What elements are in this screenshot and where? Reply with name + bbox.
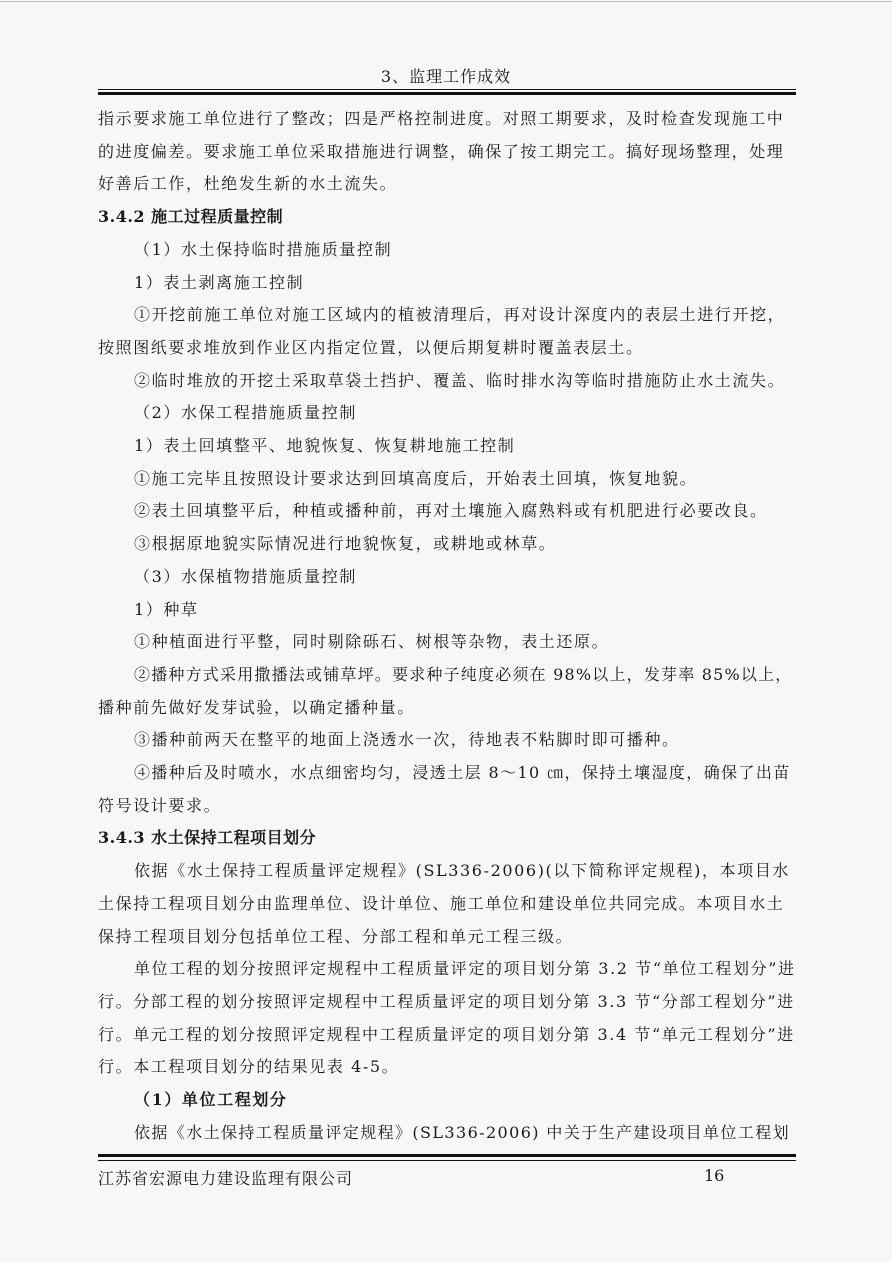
text-line: 依据《水土保持工程质量评定规程》(SL336-2006)(以下简称评定规程)，本项目水	[134, 861, 791, 881]
item-heading: 1）表土剥离施工控制	[134, 272, 305, 292]
text-line: ③播种前两天在整平的地面上浇透水一次，待地表不粘脚时即可播种。	[134, 730, 680, 750]
footer-rule-thin	[98, 1160, 796, 1161]
subsection-heading: （2）水保工程措施质量控制	[134, 403, 357, 423]
text-line: 好善后工作，杜绝发生新的水土流失。	[98, 174, 398, 194]
text-line: 播种前先做好发芽试验，以确定播种量。	[98, 697, 415, 717]
subsection-heading: （1）单位工程划分	[134, 1090, 288, 1110]
footer-rule-thick	[98, 1154, 796, 1157]
page-edge	[0, 1, 892, 2]
text-line: 指示要求施工单位进行了整改；四是严格控制进度。对照工期要求，及时检查发现施工中	[98, 109, 785, 128]
body-text	[98, 103, 796, 1150]
header-rule-thick	[98, 92, 796, 95]
text-line: 行。本工程项目划分的结果见表 4-5。	[98, 1057, 400, 1077]
item-heading: 1）表土回填整平、地貌恢复、恢复耕地施工控制	[134, 436, 516, 456]
footer-company: 江苏省宏源电力建设监理有限公司	[98, 1169, 354, 1188]
text-line: ①施工完毕且按照设计要求达到回填高度后，开始表土回填，恢复地貌。	[134, 468, 698, 488]
subsection-heading: （1）水土保持临时措施质量控制	[134, 239, 393, 259]
text-line: 单位工程的划分按照评定规程中工程质量评定的项目划分第 3.2 节“单位工程划分”进	[134, 959, 796, 979]
item-heading: 1）种草	[134, 599, 199, 619]
text-line: ②播种方式采用撒播法或铺草坪。要求种子纯度必须在 98%以上，发芽率 85%以上，	[134, 664, 793, 684]
text-line: ①开挖前施工单位对施工区域内的植被清理后，再对设计深度内的表层土进行开挖，	[134, 305, 786, 325]
text-line: 保持工程项目划分包括单位工程、分部工程和单元工程三级。	[98, 926, 574, 946]
page-number: 16	[704, 1166, 725, 1185]
text-line: 按照图纸要求堆放到作业区内指定位置，以便后期复耕时覆盖表层土。	[98, 337, 644, 357]
header-rule-thin	[98, 89, 796, 90]
text-line: ③根据原地貌实际情况进行地貌恢复，或耕地或林草。	[134, 534, 557, 554]
text-line: 行。分部工程的划分按照评定规程中工程质量评定的项目划分第 3.3 节“分部工程划分”进	[98, 991, 795, 1011]
text-line: ①种植面进行平整，同时剔除砾石、树根等杂物，表土还原。	[134, 632, 610, 652]
text-line: 符号设计要求。	[98, 795, 222, 815]
text-line: 土保持工程项目划分由监理单位、设计单位、施工单位和建设单位共同完成。本项目水土	[98, 893, 785, 913]
running-header: 3、监理工作成效	[380, 67, 512, 86]
text-line: ④播种后及时喷水，水点细密均匀，浸透土层 8～10 ㎝，保持土壤湿度，确保了出苗	[134, 763, 791, 783]
section-heading: 3.4.2 施工过程质量控制	[98, 207, 284, 227]
text-line: 的进度偏差。要求施工单位采取措施进行调整，确保了按工期完工。搞好现场整理，处理	[98, 141, 785, 161]
section-heading: 3.4.3 水土保持工程项目划分	[98, 828, 317, 848]
text-line: 行。单元工程的划分按照评定规程中工程质量评定的项目划分第 3.4 节“单元工程划分”进	[98, 1024, 795, 1044]
subsection-heading: （3）水保植物措施质量控制	[134, 566, 357, 586]
text-line: ②临时堆放的开挖土采取草袋土挡护、覆盖、临时排水沟等临时措施防止水土流失。	[134, 370, 786, 390]
text-line: 依据《水土保持工程质量评定规程》(SL336-2006) 中关于生产建设项目单位工程划	[134, 1122, 791, 1142]
text-line: ②表土回填整平后，种植或播种前，再对土壤施入腐熟料或有机肥进行必要改良。	[134, 501, 768, 521]
